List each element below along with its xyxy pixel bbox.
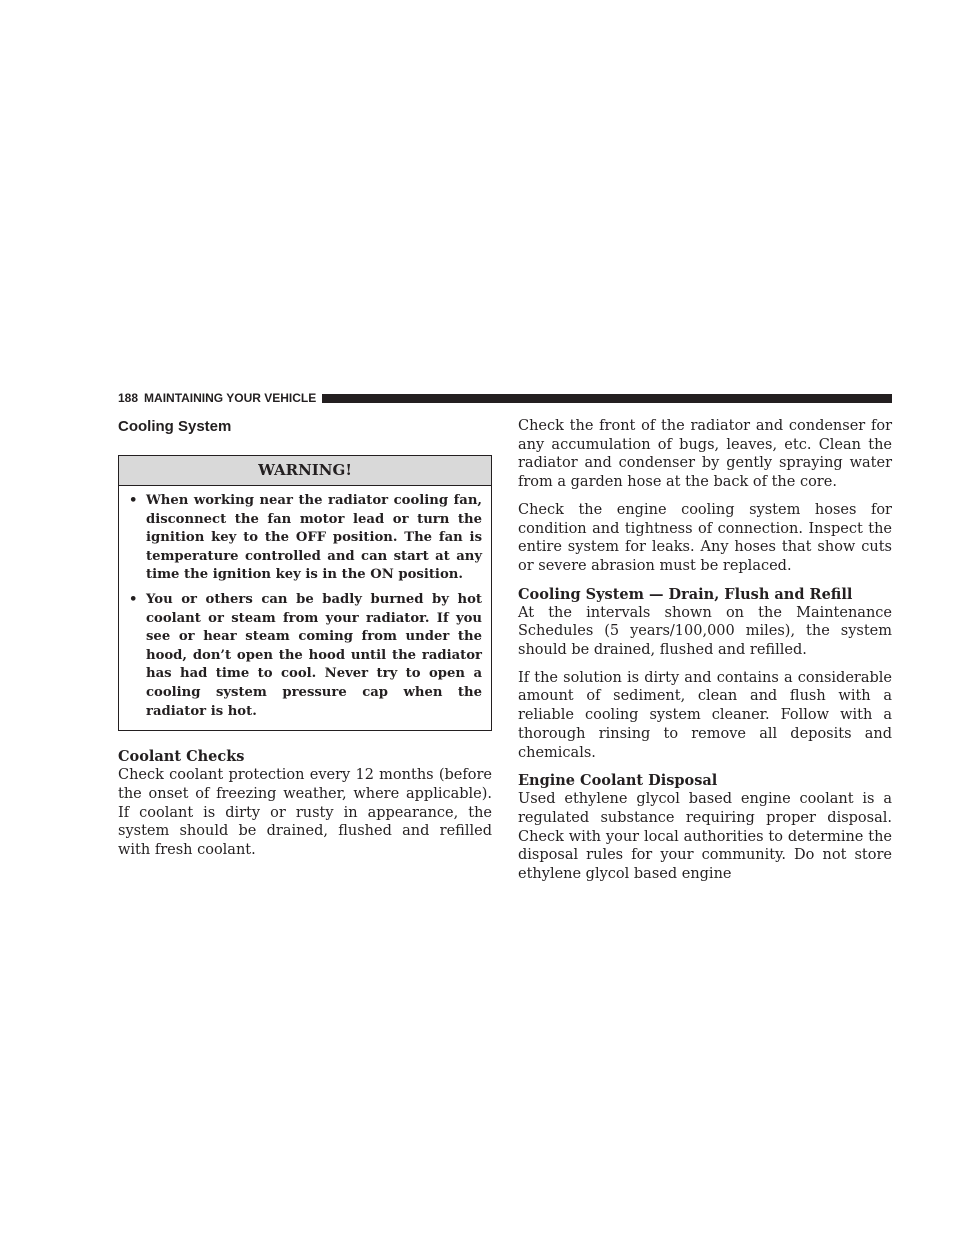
warning-item — [129, 492, 482, 585]
bullet-icon: • — [129, 591, 138, 607]
coolant-checks-heading: Coolant Checks — [118, 748, 245, 766]
warning-item — [129, 591, 482, 721]
section-title: Cooling System — [118, 418, 232, 435]
left-column — [118, 417, 492, 860]
hoses-paragraph: Check the engine cooling system hoses for condition and tightness of connection. Inspect the entire system for leaks. Any hoses that show cuts or severe abrasion must be replaced. — [518, 501, 892, 574]
warning-box — [118, 455, 492, 731]
warning-item-text: When working near the radiator cooling fan, disconnect the fan motor lead or turn the ignition key to the OFF position. The fan is temperature controlled and can start at any time the ignition key is in the ON position. — [146, 493, 482, 583]
bullet-icon: • — [129, 493, 138, 508]
page-header — [118, 390, 892, 406]
warning-item-text: You or others can be badly burned by hot coolant or steam from your radiator. If you see or hear steam coming from under the hood, don’t open the hood until the radiator has had time to cool. Never try to open a cooling system pressure cap when the radiator is hot. — [146, 591, 482, 719]
right-column — [518, 417, 892, 884]
warning-title: WARNING! — [119, 456, 491, 486]
drain-paragraph-1: At the intervals shown on the Maintenance Schedules (5 years/100,000 miles), the system should be drained, flushed and refilled. — [518, 604, 892, 659]
chapter-title: MAINTAINING YOUR VEHICLE — [144, 391, 317, 405]
page-number: 188 — [118, 391, 139, 405]
drain-heading: Cooling System — Drain, Flush and Refill — [518, 585, 853, 603]
radiator-paragraph: Check the front of the radiator and condenser for any accumulation of bugs, leaves, etc. Clean the radiator and condenser by gently spraying water from a garden hose at the back of the core. — [518, 418, 892, 491]
disposal-paragraph: Used ethylene glycol based engine coolant is a regulated substance requiring proper disposal. Check with your local authorities to determine the disposal rules for your community. Do not store ethylene glycol based engine — [518, 791, 892, 883]
drain-paragraph-2: If the solution is dirty and contains a considerable amount of sediment, clean and flush with a reliable cooling system cleaner. Follow with a thorough rinsing to remove all deposits and chemicals. — [518, 669, 892, 761]
header-rule — [322, 394, 892, 403]
warning-list — [119, 486, 491, 730]
coolant-checks-text: Check coolant protection every 12 months (before the onset of freezing weather, where applicable). If coolant is dirty or rusty in appearance, the system should be drained, flushed and refilled with fresh coolant. — [118, 767, 492, 858]
disposal-heading: Engine Coolant Disposal — [518, 772, 718, 790]
